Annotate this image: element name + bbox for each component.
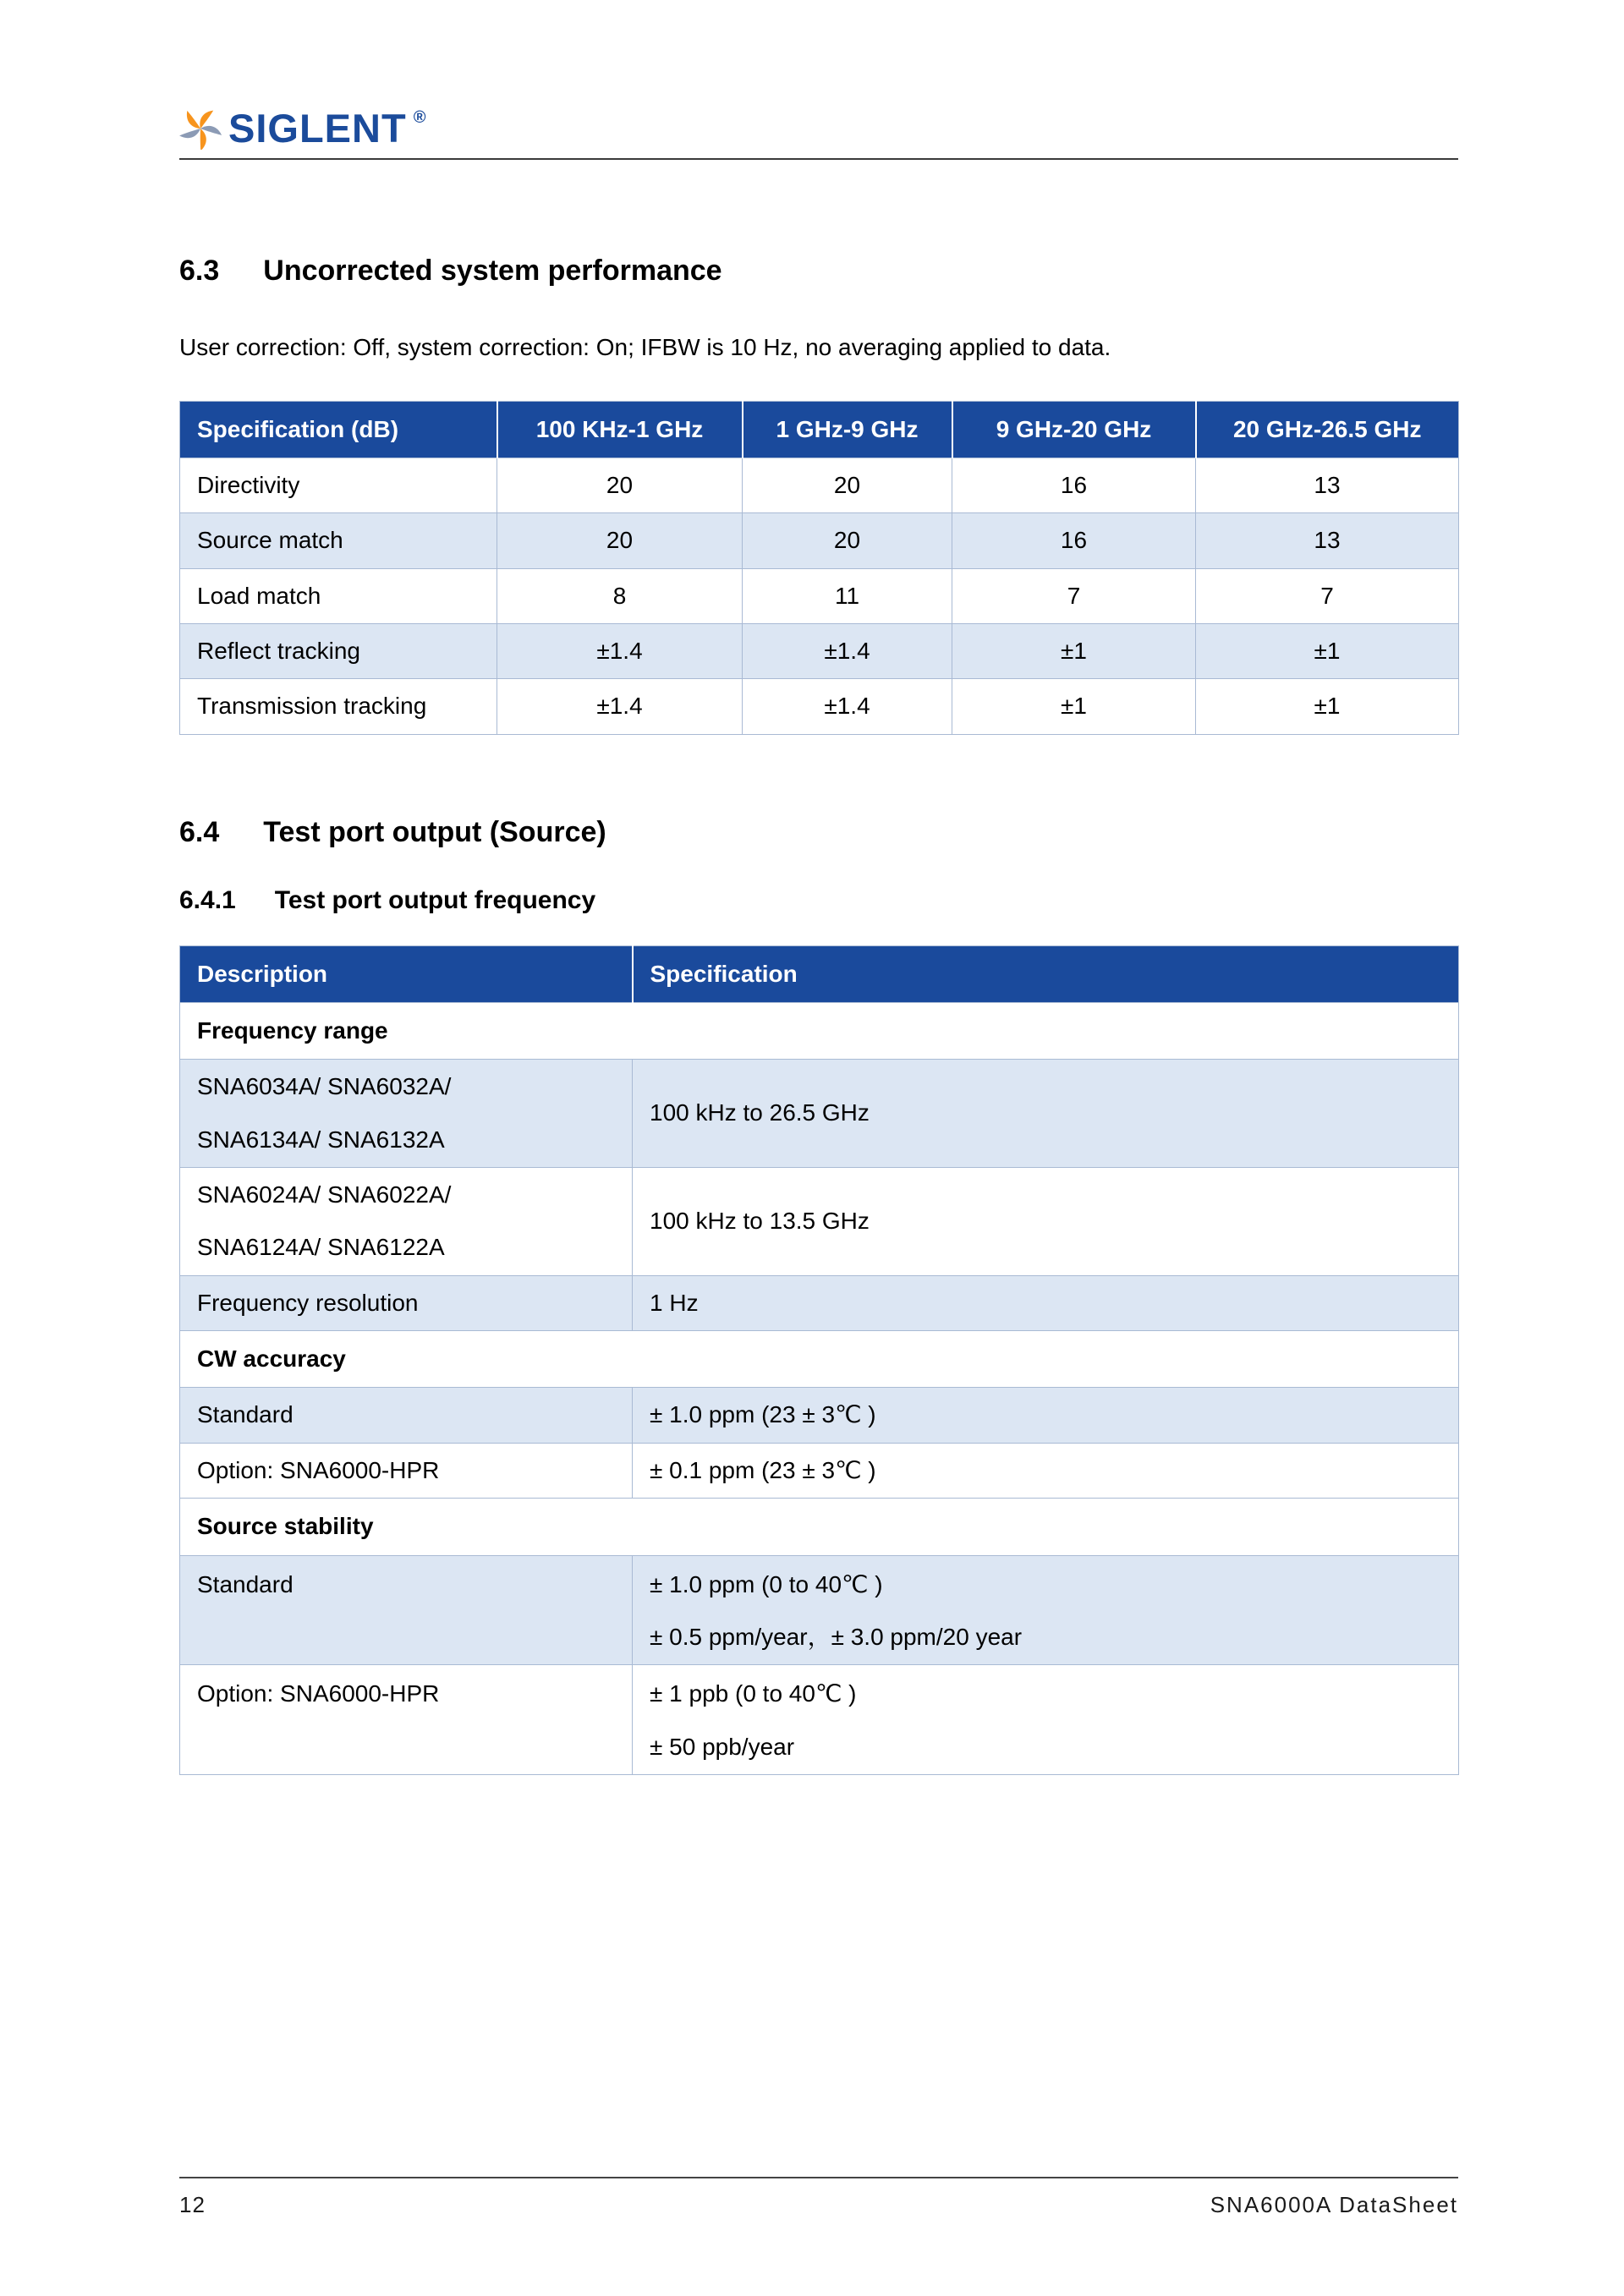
table-cell: 7 <box>1196 568 1459 623</box>
page-content <box>179 0 1458 1775</box>
table-row-frequency-resolution <box>180 1275 1459 1330</box>
table-header-row <box>180 945 1459 1002</box>
row-label: Transmission tracking <box>180 679 497 734</box>
spec-value: 1 Hz <box>633 1275 1459 1330</box>
group-row-frequency-range <box>180 1002 1459 1059</box>
table-cell: 11 <box>743 568 952 623</box>
table-row-stability-standard <box>180 1555 1459 1665</box>
spec-line-2: ± 50 ppb/year <box>650 1733 795 1760</box>
group-label: Source stability <box>180 1499 1459 1555</box>
table-cell: 16 <box>952 513 1196 568</box>
table-cell: 20 <box>497 458 743 512</box>
section-6-3-intro: User correction: Off, system correction: On; IFBW is 10 Hz, no averaging applied to data. <box>179 334 1111 360</box>
table-cell: 16 <box>952 458 1196 512</box>
table-cell: 13 <box>1196 458 1459 512</box>
spec-line-1: ± 1.0 ppm (0 to 40℃ ) <box>650 1570 883 1597</box>
spec-value <box>633 1665 1459 1775</box>
subsection-title: Test port output frequency <box>274 885 596 914</box>
table-cell: 20 <box>743 458 952 512</box>
page-header <box>179 0 1458 160</box>
page-number: 12 <box>179 2192 206 2217</box>
column-header-band-3: 9 GHz-20 GHz <box>952 401 1196 458</box>
table-row-transmission-tracking <box>180 679 1459 734</box>
table-row-directivity <box>180 458 1459 512</box>
row-label: Reflect tracking <box>180 623 497 678</box>
spec-value <box>633 1555 1459 1665</box>
table-row-load-match <box>180 568 1459 623</box>
table-row-cw-standard <box>180 1388 1459 1443</box>
siglent-logo <box>179 105 1458 151</box>
row-label: Standard <box>180 1555 633 1665</box>
group-row-cw-accuracy <box>180 1331 1459 1388</box>
spec-value: ± 1.0 ppm (23 ± 3℃ ) <box>633 1388 1459 1443</box>
spec-line-1: ± 1 ppb (0 to 40℃ ) <box>650 1680 857 1707</box>
row-label: Directivity <box>180 458 497 512</box>
brand-name: SIGLENT <box>228 106 407 151</box>
model-list-line-1: SNA6024A/ SNA6022A/ <box>197 1181 452 1208</box>
group-row-source-stability <box>180 1499 1459 1555</box>
column-header-band-2: 1 GHz-9 GHz <box>743 401 952 458</box>
row-label: Source match <box>180 513 497 568</box>
header-divider <box>179 158 1458 160</box>
model-list-line-2: SNA6124A/ SNA6122A <box>197 1234 445 1261</box>
table-row-cw-option <box>180 1443 1459 1498</box>
table-cell: 20 <box>743 513 952 568</box>
row-label: Load match <box>180 568 497 623</box>
section-heading-6-4 <box>179 816 1458 849</box>
table-row-source-match <box>180 513 1459 568</box>
spec-value: ± 0.1 ppm (23 ± 3℃ ) <box>633 1443 1459 1498</box>
document-title: SNA6000A DataSheet <box>1210 2192 1458 2217</box>
spec-line-2: ± 0.5 ppm/year，± 3.0 ppm/20 year <box>650 1624 1023 1651</box>
section-number: 6.3 <box>179 255 220 287</box>
column-header-specification: Specification <box>633 945 1459 1002</box>
section-heading-6-3 <box>179 255 1458 288</box>
model-list <box>180 1060 633 1168</box>
column-header-band-1: 100 KHz-1 GHz <box>497 401 743 458</box>
row-label: Option: SNA6000-HPR <box>180 1665 633 1775</box>
spec-value: 100 kHz to 26.5 GHz <box>633 1060 1459 1168</box>
table-cell: ±1 <box>952 623 1196 678</box>
table-header-row <box>180 401 1459 458</box>
table-cell: 13 <box>1196 513 1459 568</box>
section-title: Uncorrected system performance <box>263 255 722 287</box>
section-title: Test port output (Source) <box>263 815 606 848</box>
row-label: Option: SNA6000-HPR <box>180 1443 633 1498</box>
column-header-specification: Specification (dB) <box>180 401 497 458</box>
table-cell: ±1 <box>1196 679 1459 734</box>
table-cell: ±1 <box>952 679 1196 734</box>
column-header-band-4: 20 GHz-26.5 GHz <box>1196 401 1459 458</box>
table-cell: 8 <box>497 568 743 623</box>
row-label: Frequency resolution <box>180 1275 633 1330</box>
model-list-line-1: SNA6034A/ SNA6032A/ <box>197 1073 452 1100</box>
section-heading-6-4-1 <box>179 886 1458 915</box>
table-cell: ±1.4 <box>743 679 952 734</box>
group-label: Frequency range <box>180 1002 1459 1059</box>
model-list-line-2: SNA6134A/ SNA6132A <box>197 1126 445 1153</box>
model-list <box>180 1167 633 1275</box>
test-port-output-frequency-table <box>179 945 1459 1775</box>
siglent-swirl-icon <box>179 107 222 150</box>
uncorrected-performance-table <box>179 401 1459 735</box>
table-cell: ±1.4 <box>497 623 743 678</box>
group-label: CW accuracy <box>180 1331 1459 1388</box>
spec-value: 100 kHz to 13.5 GHz <box>633 1167 1459 1275</box>
table-row-models-low <box>180 1167 1459 1275</box>
table-cell: ±1 <box>1196 623 1459 678</box>
registered-trademark-symbol: ® <box>413 108 426 127</box>
row-label: Standard <box>180 1388 633 1443</box>
table-row-stability-option <box>180 1665 1459 1775</box>
section-number: 6.4 <box>179 815 220 848</box>
table-row-reflect-tracking <box>180 623 1459 678</box>
table-cell: 7 <box>952 568 1196 623</box>
subsection-number: 6.4.1 <box>179 885 236 914</box>
column-header-description: Description <box>180 945 633 1002</box>
table-cell: ±1.4 <box>497 679 743 734</box>
table-row-models-high <box>180 1060 1459 1168</box>
page-footer <box>179 2177 1458 2218</box>
table-cell: 20 <box>497 513 743 568</box>
table-cell: ±1.4 <box>743 623 952 678</box>
